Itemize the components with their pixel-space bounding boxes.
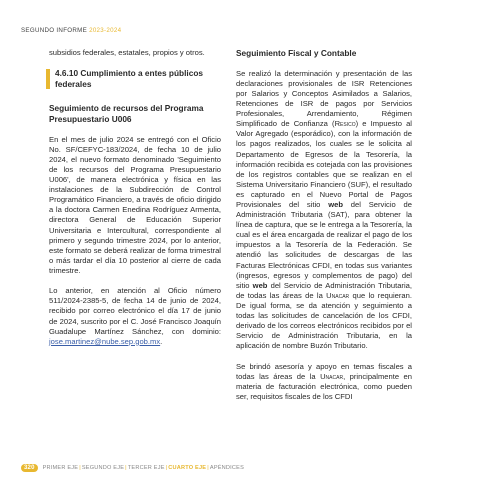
subheading: Seguimiento de recursos del Programa Presupuestario U006: [49, 103, 204, 124]
nav-separator: |: [207, 465, 209, 471]
nav-apendices[interactable]: APÉNDICES: [209, 465, 245, 471]
running-header: [21, 27, 121, 34]
resico-term: Resico: [334, 119, 356, 129]
paragraph-asesoria: [236, 362, 412, 402]
intro-paragraph: subsidios federales, estatales, propios y otros.: [49, 48, 205, 57]
oficio-end: .: [160, 336, 163, 346]
oficio-text: Lo anterior, en atención al Oficio número 511/2024-2385-5, de fecha 14 de junio de 2024, recibido por correo electrónico el día 17 de junio de 2024, suscrito por el C. José Francisco Joaquín Guadalupe Martínez Sánchez, con dominio:: [49, 286, 221, 336]
web-term: web: [252, 280, 268, 290]
paragraph-u006: En el mes de julio 2024 se entregó con el Oficio No. SF/CEFYC-183/2024, de fecha 10 de julio 2024, el nuevo formato denominado 'Seguimiento de los recursos del Programa Presupuestario U006', de manera electrónica y física en las instalaciones de la Subdirección de Control Programático Financiero, a través de oficio dirigido a la doctora Carmen Enedina Rodríguez Armenta, directora General de Educación Superior Universitaria e Intercultural, correspondiente al primero y segundo trimestre 2024, por lo anterior, este formato se deberá realizar de forma trimestral o más tardar el día 10 posterior al cierre de cada trimestre.: [49, 134, 221, 275]
header-label: SEGUNDO INFORME: [21, 27, 88, 34]
asesoria-text-b: , principalmente en materia de facturación electrónica, como pueden ser, requisitos fiscales de los CFDI: [236, 371, 412, 401]
nav-tercer-eje[interactable]: TERCER EJE: [127, 465, 165, 471]
page-number: 320: [21, 464, 38, 472]
fiscal-heading: Seguimiento Fiscal y Contable: [236, 48, 357, 58]
unacar-term: Unacar: [320, 371, 344, 381]
fiscal-text-b: ) e Impuesto al Valor Agregado (esporádico), con la información de los pagos realizados, los cuales se le solicita al Departamento de Egresos de la Tesorería, la información recibida es cotejada con las provisiones de los registros contables que se realizan en el Sistema Universitario Financiero (SUF), el resultado es capturado en el Nuevo Portal de Pagos Provisionales del sitio: [236, 119, 412, 210]
nav-separator: |: [79, 465, 81, 471]
section-heading: [49, 68, 221, 89]
section-heading-text: 4.6.10 Cumplimiento a entes públicos federales: [55, 68, 203, 89]
header-years: 2023-2024: [89, 27, 122, 34]
nav-cuarto-eje[interactable]: CUARTO EJE: [168, 465, 207, 471]
asesoria-text-a: Se brindó asesoría y apoyo en temas fiscales a todas las áreas de la: [236, 361, 412, 381]
left-column: [49, 48, 221, 357]
fiscal-text-a: Se realizó la determinación y presentación de las declaraciones provisionales de ISR Retenciones por Salarios y Conceptos Asimilados a Salarios, Retenciones de ISR de pagos por Servicios Profesionales, Arrendamiento, Régimen Simplificado de Confianza (: [236, 68, 412, 129]
unacar-term: Unacar: [326, 290, 350, 300]
nav-segundo-eje[interactable]: SEGUNDO EJE: [81, 465, 125, 471]
nav-separator: |: [165, 465, 168, 471]
nav-separator: |: [125, 465, 127, 471]
paragraph-oficio: [49, 286, 221, 347]
fiscal-text-e: que lo requieran. De igual forma, se da atención y seguimiento a todas las solicitudes de cancelación de los CFDI, derivado de los correos electrónicos recibidos por el Servicio de Administración Tributaria, en la aplicación de nombre Buzón Tributario.: [236, 290, 412, 351]
footer-nav: [21, 464, 244, 472]
web-term: web: [328, 200, 343, 210]
heading-accent-bar: [46, 69, 50, 89]
paragraph-fiscal: [236, 69, 412, 352]
fiscal-text-c: del Servicio de Administración Tributaria (SAT), para obtener la línea de captura, que se le entrega a la Tesorería, la cual es el área encargada de realizar el pago de los impuestos a la Tesorería de la Federación. Se atendió las solicitudes de descargas de las Facturas Electrónicas CFDI, en todas sus variantes (ingresos, egresos y complementos de pago) del sitio: [236, 200, 412, 290]
nav-primer-eje[interactable]: PRIMER EJE: [42, 465, 79, 471]
email-link[interactable]: jose.martinez@nube.sep.gob.mx: [49, 336, 161, 346]
right-column: [236, 48, 412, 412]
fiscal-text-d: del Servicio de Administración Tributaria, de todas las áreas de la: [236, 280, 412, 300]
